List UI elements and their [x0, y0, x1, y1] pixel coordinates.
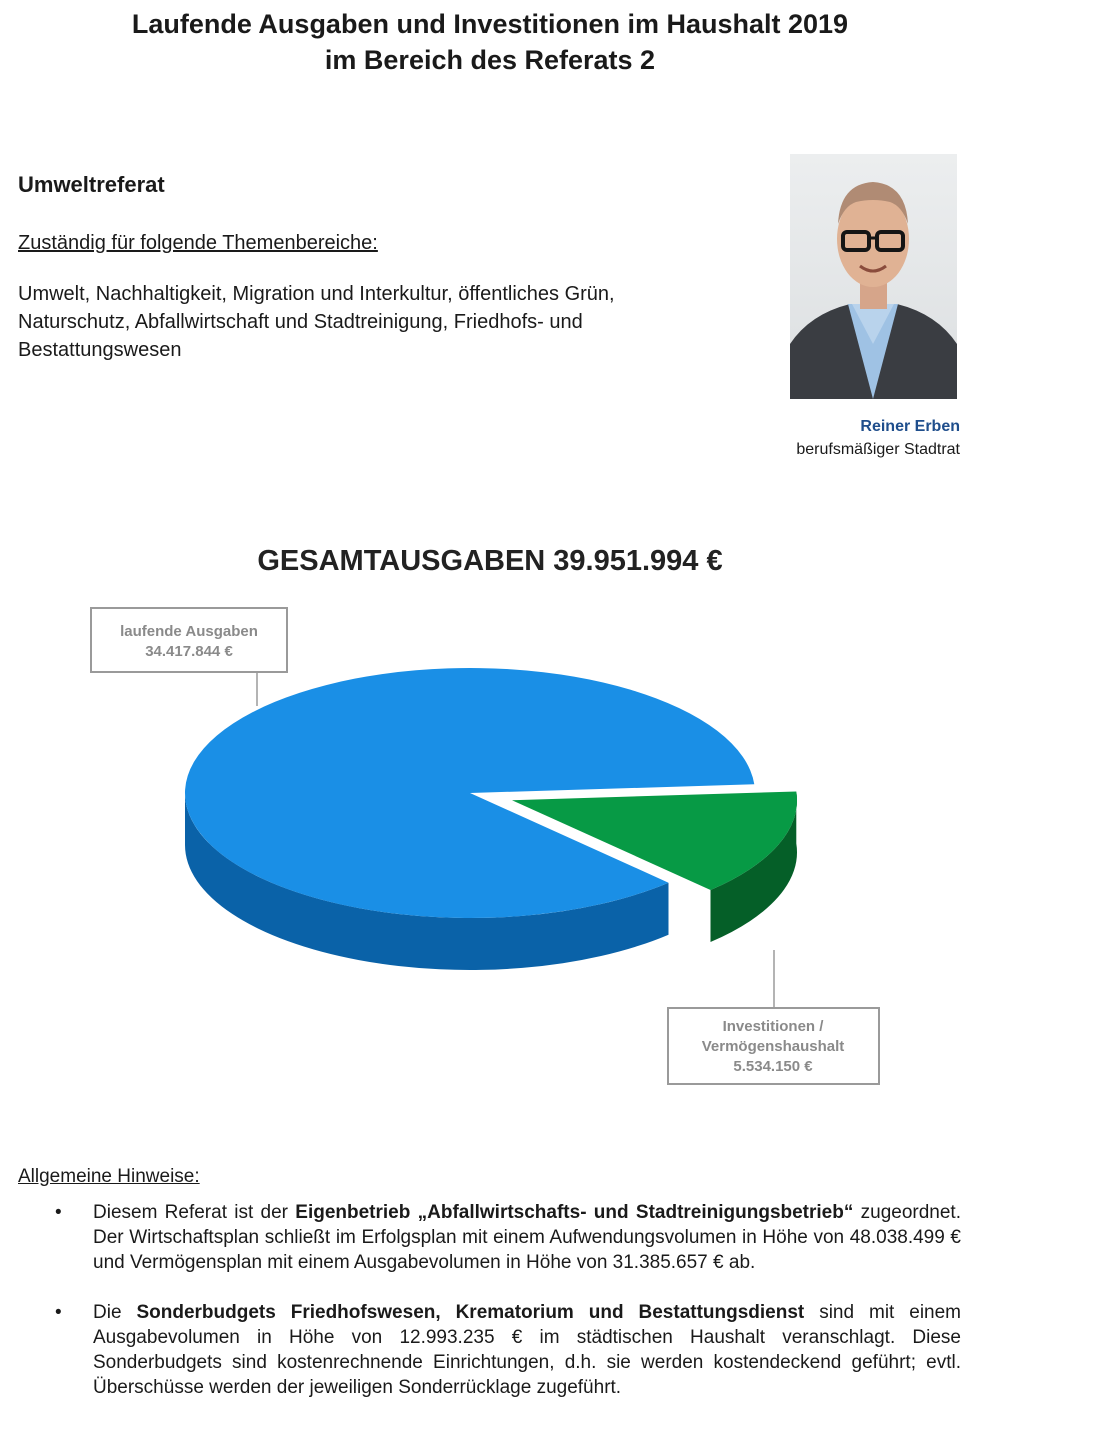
label-investments-line-2: Vermögenshaushalt — [701, 1038, 845, 1055]
value-running-expenses: 34.417.844 € — [145, 643, 233, 660]
topics-heading: Zuständig für folgende Themenbereiche: — [18, 232, 378, 254]
portrait-illustration — [790, 154, 957, 399]
label-box-running-expenses — [91, 608, 287, 672]
pie-chart — [0, 520, 1100, 1120]
note-item — [55, 1300, 961, 1400]
topics-line-1: Umwelt, Nachhaltigkeit, Migration und Interkultur, öffentliches Grün, — [18, 283, 615, 305]
chart-title: GESAMTAUSGABEN 39.951.994 € — [257, 545, 723, 577]
notes-heading: Allgemeine Hinweise: — [18, 1166, 200, 1187]
topics-text — [18, 280, 778, 364]
label-investments-line-1: Investitionen / — [722, 1018, 824, 1035]
notes-list — [55, 1200, 961, 1425]
bullet-icon: • — [55, 1202, 62, 1223]
note-item — [55, 1200, 961, 1275]
note-bold-text: Eigenbetrieb „Abfallwirtschafts- und Stadtreinigungsbetrieb“ — [295, 1202, 854, 1223]
note-text: sind mit einem Ausgabevolumen in Höhe von 12.993.235 € im städtischen Haushalt veranschlagt. Diese Sonderbudgets sind kostenrechnende Einrichtungen, d.h. sie werden kostendeckend geführt; evtl. Überschüsse werden der jeweiligen Sonderrücklage zugeführt. — [93, 1302, 961, 1398]
label-running-expenses: laufende Ausgaben — [120, 623, 258, 640]
portrait-photo — [790, 154, 957, 399]
note-text: Diesem Referat ist der — [93, 1202, 296, 1223]
topics-line-3: Bestattungswesen — [18, 339, 182, 361]
value-investments: 5.534.150 € — [733, 1058, 813, 1075]
person-name: Reiner Erben — [860, 418, 960, 435]
page-title — [0, 6, 980, 78]
note-text: Die — [93, 1302, 137, 1323]
note-text: zugeordnet. Der Wirtschaftsplan schließt im Erfolgsplan mit einem Aufwendungsvolumen in Höhe von 48.038.499 € und Vermögensplan mit einem Ausgabevolumen in Höhe von 31.385.657 € ab. — [93, 1202, 961, 1273]
title-line-2: im Bereich des Referats 2 — [324, 45, 656, 75]
title-line-1: Laufende Ausgaben und Investitionen im Haushalt 2019 — [131, 9, 849, 39]
person-role: berufsmäßiger Stadtrat — [796, 441, 960, 458]
department-name: Umweltreferat — [18, 172, 165, 197]
topics-line-2: Naturschutz, Abfallwirtschaft und Stadtreinigung, Friedhofs- und — [18, 311, 583, 333]
bullet-icon: • — [55, 1302, 62, 1323]
note-bold-text: Sonderbudgets Friedhofswesen, Krematorium und Bestattungsdienst — [136, 1302, 805, 1323]
